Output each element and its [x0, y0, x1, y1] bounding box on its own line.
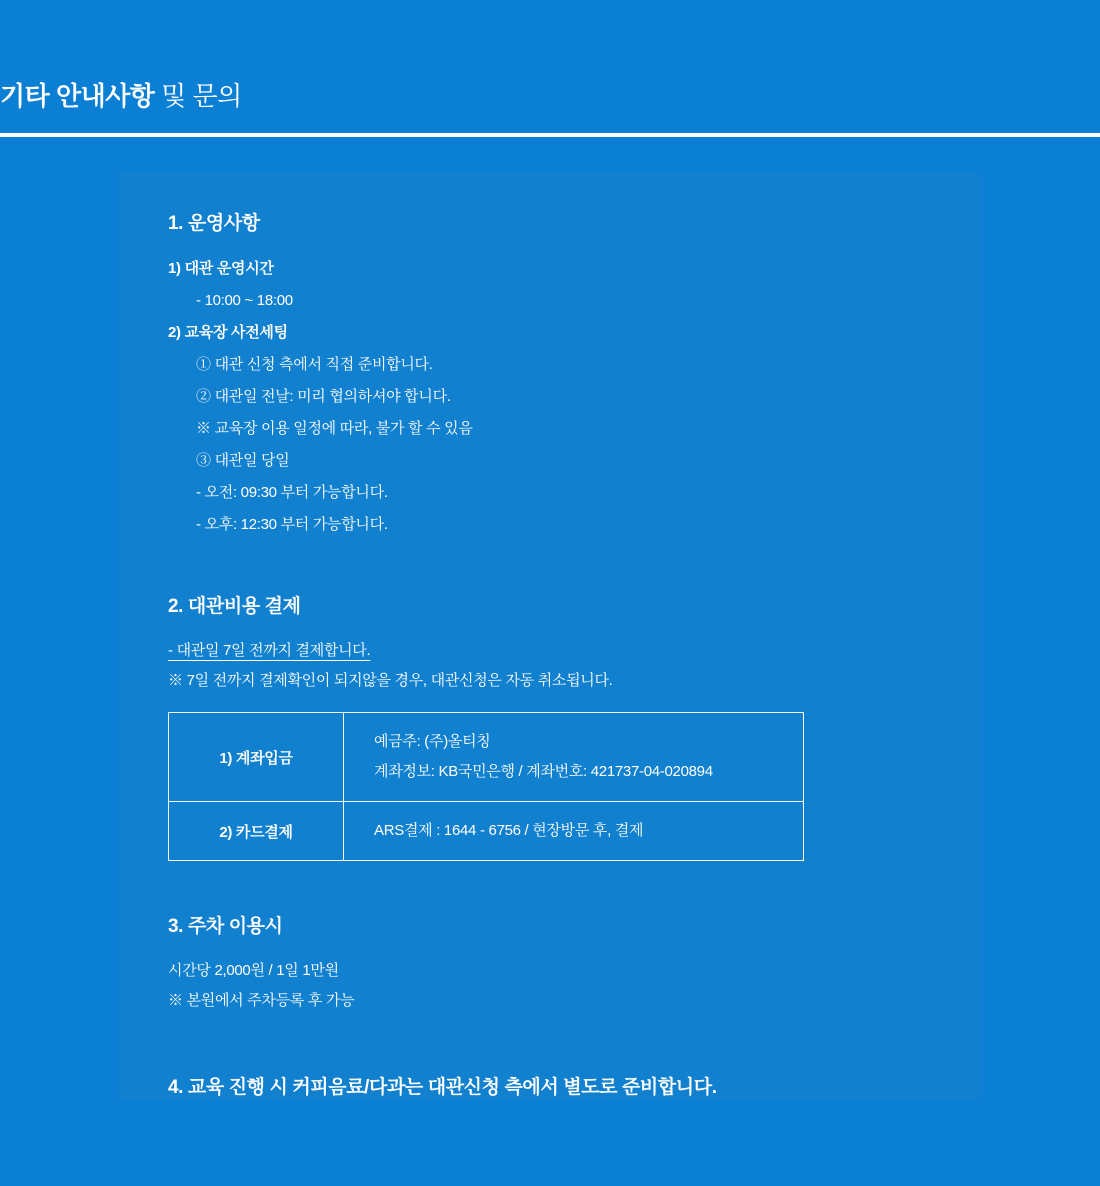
section-1-item-2: - 10:00 ~ 18:00 [196, 292, 293, 309]
payment-table [168, 712, 804, 861]
section-1-item-3: 2) 교육장 사전세팅 [168, 324, 288, 341]
section-4-title: 4. 교육 진행 시 커피음료/다과는 대관신청 측에서 별도로 준비합니다. [168, 1077, 717, 1098]
table-row [169, 713, 804, 802]
section-1-item-5: ② 대관일 전날: 미리 협의하셔야 합니다. [196, 388, 451, 405]
section-3-title: 3. 주차 이용시 [168, 916, 283, 937]
info-card-content [168, 208, 938, 1099]
parking-note-line: ※ 본원에서 주차등록 후 가능 [168, 992, 355, 1009]
header-divider [0, 133, 1100, 137]
payment-detail-line: ARS결제 : 1644 - 6756 / 현장방문 후, 결제 [374, 822, 644, 839]
payment-detail-line: 예금주: (주)올티칭 [374, 733, 491, 750]
parking-fee-line: 시간당 2,000원 / 1일 1만원 [168, 962, 339, 979]
section-2-title: 2. 대관비용 결제 [168, 596, 301, 617]
payment-detail-line: 계좌정보: KB국민은행 / 계좌번호: 421737-04-020894 [374, 763, 713, 780]
table-row [169, 802, 804, 861]
payment-detail-cell-1 [344, 713, 804, 802]
page-title [0, 76, 242, 113]
section-1-item-8: - 오전: 09:30 부터 가능합니다. [196, 484, 388, 501]
section-1-item-1: 1) 대관 운영시간 [168, 260, 274, 277]
section-1-item-9: - 오후: 12:30 부터 가능합니다. [196, 516, 388, 533]
payment-method-label-2: 2) 카드결제 [169, 802, 344, 861]
payment-method-label-1: 1) 계좌입금 [169, 713, 344, 802]
page-header [0, 0, 1100, 136]
page-title-light: 및 문의 [154, 81, 242, 111]
section-1-item-4: ① 대관 신청 측에서 직접 준비합니다. [196, 356, 433, 373]
section-2-note-2: ※ 7일 전까지 결제확인이 되지않을 경우, 대관신청은 자동 취소됩니다. [168, 672, 613, 689]
parking-info [168, 956, 938, 1016]
section-2-note-1: - 대관일 7일 전까지 결제합니다. [168, 642, 371, 659]
section-1-title: 1. 운영사항 [168, 213, 260, 234]
section-1-item-6: ※ 교육장 이용 일정에 따라, 불가 할 수 있음 [196, 420, 473, 437]
section-1-item-7: ③ 대관일 당일 [196, 452, 290, 469]
page-title-bold: 기타 안내사항 [0, 81, 155, 111]
info-card [118, 172, 982, 1100]
payment-detail-cell-2 [344, 802, 804, 861]
